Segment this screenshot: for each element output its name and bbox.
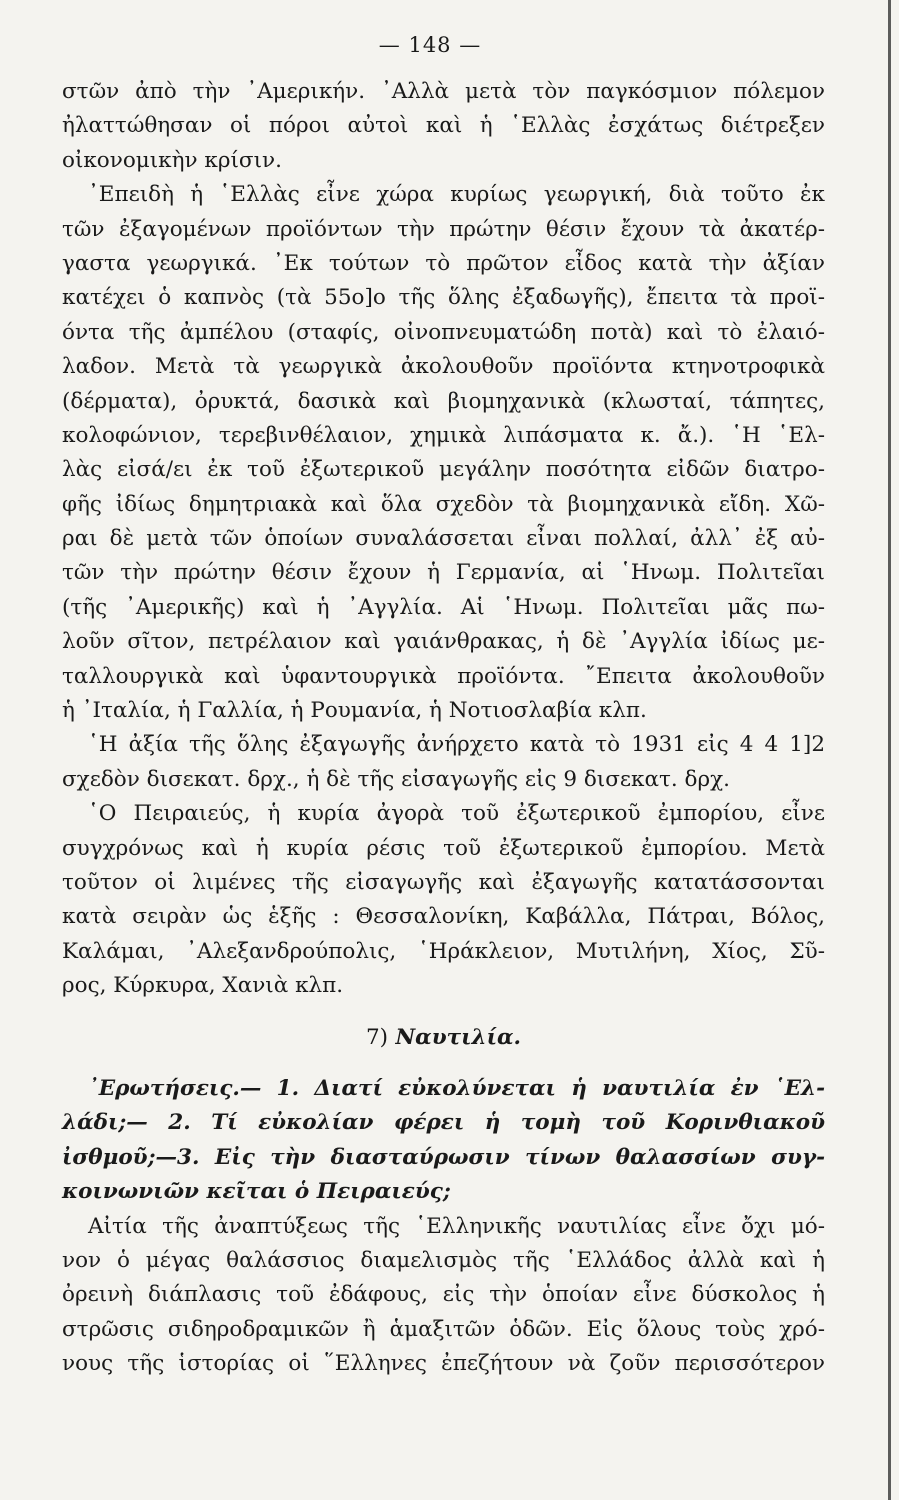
text-line: ραι δὲ μετὰ τῶν ὁποίων συναλάσσεται εἶναι πολλαί, ἀλλ᾿ ἐξ αὐ- (62, 526, 825, 552)
answer-line: Αἰτία τῆς ἀναπτύξεως τῆς ῾Ελληνικῆς ναυτιλίας εἶνε ὄχι μό- (88, 1213, 825, 1239)
text-line: γαστα γεωργικά. ᾿Εκ τούτων τὸ πρῶτον εἶδος κατὰ τὴν ἀξίαν (62, 250, 825, 276)
question-line: ἰσθμοῦ;—3. Εἰς τὴν διασταύρωσιν τίνων θαλασσίων συγ- (62, 1144, 825, 1170)
text-line: ῾Η ἀξία τῆς ὅλης ἐξαγωγῆς ἀνήρχετο κατὰ τὸ 1931 εἰς 4 4 1]2 (88, 732, 825, 758)
question-line: ᾿Ερωτήσεις.— 1. Διατί εὐκολύνεται ἡ ναυτιλία ἐν ῾Ελ- (88, 1075, 825, 1101)
text-line: ᾿Επειδὴ ἡ ῾Ελλὰς εἶνε χώρα κυρίως γεωργική, διὰ τοῦτο ἐκ (88, 182, 825, 208)
text-line: λαδον. Μετὰ τὰ γεωργικὰ ἀκολουθοῦν προϊόντα κτηνοτροφικὰ (62, 354, 825, 380)
text-line: τοῦτον οἱ λιμένες τῆς εἰσαγωγῆς καὶ ἐξαγωγῆς κατατάσσονται (62, 869, 825, 895)
page-number: — 148 — (378, 33, 482, 57)
text-line: ρος, Κύρκυρα, Χανιὰ κλπ. (62, 973, 344, 999)
section-heading (62, 1021, 825, 1055)
text-line: (δέρματα), ὀρυκτά, δασικὰ καὶ βιομηχανικὰ (κλωσταί, τάπητες, (62, 388, 825, 414)
text-line: τῶν ἐξαγομένων προϊόντων τὴν πρώτην θέσιν ἔχουν τὰ ἀκατέρ- (62, 216, 825, 242)
answer-line: νους τῆς ἱστορίας οἱ ῞Ελληνες ἐπεζήτουν νὰ ζοῦν περισσότερον (62, 1351, 825, 1377)
answer-line: ὀρεινὴ διάπλασις τοῦ ἐδάφους, εἰς τὴν ὁποίαν εἶνε δύσκολος ἡ (62, 1282, 825, 1308)
text-line: ῾Ο Πειραιεύς, ἡ κυρία ἀγορὰ τοῦ ἐξωτερικοῦ ἐμπορίου, εἶνε (88, 801, 825, 827)
question-line: λάδι;— 2. Τί εὐκολίαν φέρει ἡ τομὴ τοῦ Κορινθιακοῦ (62, 1110, 825, 1136)
section-number: 7) (365, 1024, 389, 1050)
text-line: τῶν τὴν πρώτην θέσιν ἔχουν ἡ Γερμανία, αἱ ῾Ηνωμ. Πολιτεῖαι (62, 560, 825, 586)
text-line: κατὰ σειρὰν ὡς ἑξῆς : Θεσσαλονίκη, Καβάλλα, Πάτραι, Βόλος, (62, 904, 825, 930)
text-line: στῶν ἀπὸ τὴν ᾿Αμερικήν. ᾿Αλλὰ μετὰ τὸν παγκόσμιον πόλεμον (62, 79, 825, 104)
text-line: κατέχει ὁ καπνὸς (τὰ 55ο]ο τῆς ὅλης ἐξαδωγῆς), ἔπειτα τὰ προϊ- (62, 285, 825, 311)
text-line: ταλλουργικὰ καὶ ὑφαντουργικὰ προϊόντα. ῎Επειτα ἀκολουθοῦν (62, 663, 825, 689)
text-line: (τῆς ᾿Αμερικῆς) καὶ ἡ ᾿Αγγλία. Αἱ ῾Ηνωμ. Πολιτεῖαι μᾶς πω- (62, 594, 825, 620)
text-line: κολοφώνιον, τερεβινθέλαιον, χημικὰ λιπάσματα κ. ἄ.). ῾Η ῾Ελ- (62, 422, 825, 448)
page-edge-shadow (888, 0, 891, 1500)
section-title: Ναυτιλία. (395, 1024, 522, 1050)
text-line: οἰκονομικὴν κρίσιν. (62, 147, 282, 173)
text-line: σχεδὸν δισεκατ. δρχ., ἡ δὲ τῆς εἰσαγωγῆς εἰς 9 δισεκατ. δρχ. (62, 766, 731, 792)
text-line: λοῦν σῖτον, πετρέλαιον καὶ γαιάνθρακας, ἡ δὲ ᾿Αγγλία ἰδίως με- (62, 629, 825, 655)
text-line: ἠλαττώθησαν οἱ πόροι αὐτοὶ καὶ ἡ ῾Ελλὰς ἐσχάτως διέτρεξεν (62, 113, 825, 139)
text-line: συγχρόνως καὶ ἡ κυρία ρέσις τοῦ ἐξωτερικοῦ ἐμπορίου. Μετὰ (62, 835, 825, 861)
answer-line: νον ὁ μέγας θαλάσσιος διαμελισμὸς τῆς ῾Ελλάδος ἀλλὰ καὶ ἡ (62, 1247, 825, 1273)
body-text (62, 75, 825, 1381)
question-line: κοινωνιῶν κεῖται ὁ Πειραιεύς; (62, 1179, 451, 1205)
answer-line: στρῶσις σιδηροδραμικῶν ἢ ἁμαξιτῶν ὁδῶν. Εἰς ὅλους τοὺς χρό- (62, 1316, 825, 1342)
text-line: Καλάμαι, ᾿Αλεξανδρούπολις, ῾Ηράκλειον, Μυτιλήνη, Χίος, Σῦ- (62, 938, 825, 964)
text-line: λὰς εἰσά/ει ἐκ τοῦ ἐξωτερικοῦ μεγάλην ποσότητα εἰδῶν διατρο- (62, 457, 825, 483)
text-line: όντα τῆς ἀμπέλου (σταφίς, οἰνοπνευματώδη ποτὰ) καὶ τὸ ἐλαιό- (62, 319, 825, 345)
text-line: φῆς ἰδίως δημητριακὰ καὶ ὅλα σχεδὸν τὰ βιομηχανικὰ εἴδη. Χῶ- (62, 491, 825, 517)
text-line: ἡ ᾿Ιταλία, ἡ Γαλλία, ἡ Ρουμανία, ἡ Νοτιοσλαβία κλπ. (62, 698, 647, 724)
